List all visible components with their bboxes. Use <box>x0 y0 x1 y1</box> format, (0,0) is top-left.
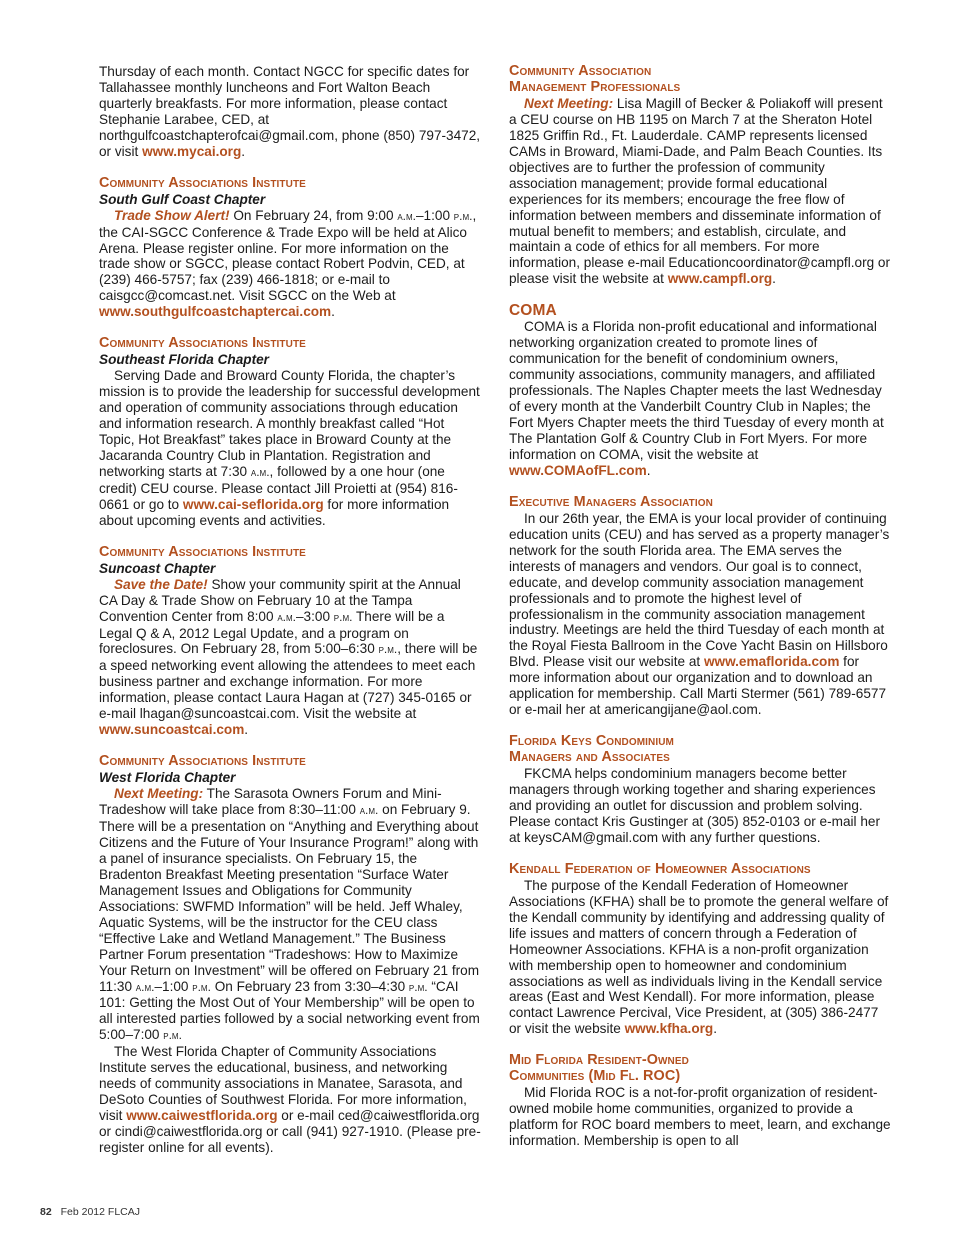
link-campfl[interactable]: www.campfl.org <box>667 271 773 287</box>
issue-date: Feb 2012 <box>60 1206 105 1218</box>
link-southgulfcoast[interactable]: www.southgulfcoastchaptercai.com <box>99 304 332 320</box>
link-caiwestflorida[interactable]: www.caiwestflorida.org <box>126 1108 278 1124</box>
lead-in: Save the Date! <box>114 576 208 592</box>
org-heading: Community Associations Institute <box>99 174 306 191</box>
chapter-heading: West Florida Chapter <box>99 770 236 786</box>
org-heading: Community Association <box>509 63 652 79</box>
body-text: Next Meeting: The Sarasota Owners Forum and Mini-Tradeshow will take place from 8:30–11:00 a.m. on February 9. There will be a presentation on “Anything and Everything about Citizens and the Future of Your Insurance Program!” along with a panel of insurance specialists. On February 15, the Bradenton Breakfast Meeting presentation “Surface Water Management Issues and Obligations for Community Associations: SWFMD Information” will be held. Jeff Whaley, Aquatic Systems, will be the instructor for the CEU class “Effective Lake and Wetland Management.” The Business Partner Forum presentation “Tradeshows: How to Maximize Your Return on Investment” will be offered on February 21 from 11:30 a.m.–1:00 p.m. On February 23 from 3:30–4:30 p.m. “CAI 101: Getting the Most Out of Your Membership” will be open to all interested parties followed by a social networking event from 5:00–7:00 p.m. <box>99 786 480 1043</box>
lead-in: Trade Show Alert! <box>114 207 230 223</box>
body-text: Save the Date! Show your community spirit at the Annual CA Day & Trade Show on February 10 at the Tampa Convention Center from 8:00 a.m.–3:00 p.m. There will be a Legal Q & A, 2012 Legal Update, and a program on foreclosures. On February 28, from 5:00–6:30 p.m., there will be a speed networking event allowing the attendees to meet each business partner and exchange information. For more information, please contact Laura Hagan at (727) 345-0165 or e-mail lhagan@suncoastcai.com. Visit the website at www.suncoastcai.com. <box>99 576 478 738</box>
chapter-heading: South Gulf Coast Chapter <box>99 191 266 207</box>
publication-name: FLCAJ <box>107 1206 140 1218</box>
body-text: COMA is a Florida non-profit educational and informational networking organization created to promote lines of communication for the benefit of condominium owners, community associations, community managers, and affiliated professionals. The Naples Chapter meets the last Wednesday of every month at the Vanderbilt Country Club in Naples; the Fort Myers Chapter meets the third Tuesday of every month at The Plantation Golf & Country Club in Fort Myers. For more information on COMA, visit the website at www.COMAofFL.com. <box>509 319 884 478</box>
org-heading-line2: Managers and Associates <box>509 749 670 766</box>
org-heading: Mid Florida Resident-Owned <box>509 1052 689 1069</box>
link-mycai[interactable]: www.mycai.org <box>142 143 242 159</box>
chapter-heading: Southeast Florida Chapter <box>99 352 269 368</box>
section-coma <box>509 303 891 478</box>
body-text: Thursday of each month. Contact NGCC for specific dates for Tallahassee monthly luncheons and Fort Walton Beach quarterly breakfasts. For more information, please contact Stephanie Larabee, CED, at northgulfcoastchapterofcai@gmail.com, phone (850) 797-3472, or visit www.mycai.org. <box>99 64 481 159</box>
org-heading: Executive Managers Association <box>509 493 713 510</box>
right-column <box>509 64 891 1165</box>
section-cai-southeast-florida <box>99 336 481 528</box>
body-text: FKCMA helps condominium managers become better managers through working together and sharing experiences and providing an outlet for discussion and problem solving. Please contact Kris Gustinger at (305) 852-0103 or e-mail her at keysCAM@gmail.com with any further questions. <box>509 766 880 845</box>
link-suncoastcai[interactable]: www.suncoastcai.com <box>99 722 245 738</box>
org-heading: Community Associations Institute <box>99 335 306 352</box>
lead-in: Next Meeting: <box>524 95 614 111</box>
section-fkcma <box>509 734 891 846</box>
link-comaoffl[interactable]: www.COMAofFL.com <box>509 462 647 478</box>
section-ngcc-continued <box>99 64 481 160</box>
body-text: The West Florida Chapter of Community Associations Institute serves the educational, business, and networking needs of community associations in Manatee, Sarasota, and DeSoto Counties of Southwest Florida. For more information, visit www.caiwestflorida.org or e-mail ced@caiwestflorida.org or cindi@caiwestflorida.org or call (941) 927-1910. (Please pre-register online for all events). <box>99 1044 481 1156</box>
section-ema <box>509 495 891 718</box>
link-kfha[interactable]: www.kfha.org <box>624 1021 714 1037</box>
page-footer <box>40 1206 140 1218</box>
chapter-heading: Suncoast Chapter <box>99 560 216 576</box>
section-mid-florida-roc <box>509 1053 891 1149</box>
body-text: Next Meeting: Lisa Magill of Becker & Poliakoff will present a CEU course on HB 1195 on March 7 at the Sheraton Hotel 1825 Griffin Rd., Ft. Lauderdale. CAMP represents licensed CAMs in Broward, Miami-Dade, and Palm Beach Counties. Its objectives are to further the profession of community association management; provide formal educational experiences for its members; encourage the free flow of information between members and disseminate information of mutual benefit to members; and establish, circulate, and maintain a code of ethics for all members. For more information, please e-mail Educationcoordinator@campfl.org or please visit the website at www.campfl.org. <box>509 95 891 287</box>
body-text: The purpose of the Kendall Federation of Homeowner Associations (KFHA) shall be to promote the general welfare of the Kendall community by identifying and addressing quality of life issues and matters of concern through a Federation of Homeowner Associations. KFHA is a non-profit organization with membership open to homeowner and condominium associations as well as individuals living in the Kendall service areas (East and West Kendall). For more information, please contact Lawrence Percival, Vice President, at (305) 386-2477 or visit the website www.kfha.org. <box>509 877 889 1037</box>
org-heading: Florida Keys Condominium <box>509 733 674 750</box>
org-heading: COMA <box>509 302 557 320</box>
page-number: 82 <box>40 1206 52 1218</box>
org-heading: Community Associations Institute <box>99 543 306 560</box>
section-cai-suncoast <box>99 545 481 738</box>
body-text: Mid Florida ROC is a not-for-profit organization of resident-owned mobile home communities, organized to provide a platform for ROC board members to meet, learn, and exchange information. Membership is open to all <box>509 1085 891 1149</box>
section-cai-west-florida <box>99 754 481 1156</box>
lead-in: Next Meeting: <box>114 786 204 802</box>
body-text: Trade Show Alert! On February 24, from 9:00 a.m.–1:00 p.m., the CAI-SGCC Conference & Trade Expo will be held at Alico Arena. Please register online. For more information on the trade show or SGCC, please contact Robert Podvin, CED, at (239) 466-5757; fax (239) 466-1818; or e-mail to caisgcc@comcast.net. Visit SGCC on the Web at www.southgulfcoastchaptercai.com. <box>99 207 477 320</box>
body-text: Serving Dade and Broward County Florida, the chapter’s mission is to provide the leadership for successful development and operation of community associations through education and information research. A monthly breakfast called “Hot Topic, Hot Breakfast” takes place in Broward County at the Jacaranda Country Club in Plantation. Registration and networking starts at 7:30 a.m., followed by a one hour (one credit) CEU course. Please contact Jill Proietti at (954) 816-0661 or go to www.cai-seflorida.org for more information about upcoming events and activities. <box>99 368 480 528</box>
org-heading-line2: Communities (Mid Fl. ROC) <box>509 1068 681 1085</box>
org-heading: Community Associations Institute <box>99 753 306 770</box>
org-heading-line2: Management Professionals <box>509 78 681 95</box>
link-emaflorida[interactable]: www.emaflorida.com <box>703 654 840 670</box>
section-camp <box>509 64 891 287</box>
link-cai-seflorida[interactable]: www.cai-seflorida.org <box>182 496 324 512</box>
org-heading: Kendall Federation of Homeowner Associations <box>509 860 811 877</box>
body-text: In our 26th year, the EMA is your local provider of continuing education units (CEU) and has served as a property manager’s network for the south Florida area. The EMA serves the interests of managers and vendors. Our goal is to connect, educate, and develop community association management professionals and to promote the highest level of professionalism in the community association management industry. Meetings are held the third Tuesday of each month at the Royal Fiesta Ballroom in the Cove Yacht Basin on Hillsboro Blvd. Please visit our website at www.emaflorida.com for more information about our organization and to download an application for membership. Call Marti Stermer (561) 789-6577 or e-mail her at americangijane@aol.com. <box>509 510 890 718</box>
section-kfha <box>509 862 891 1037</box>
section-cai-south-gulf-coast <box>99 176 481 321</box>
left-column <box>99 64 481 1172</box>
